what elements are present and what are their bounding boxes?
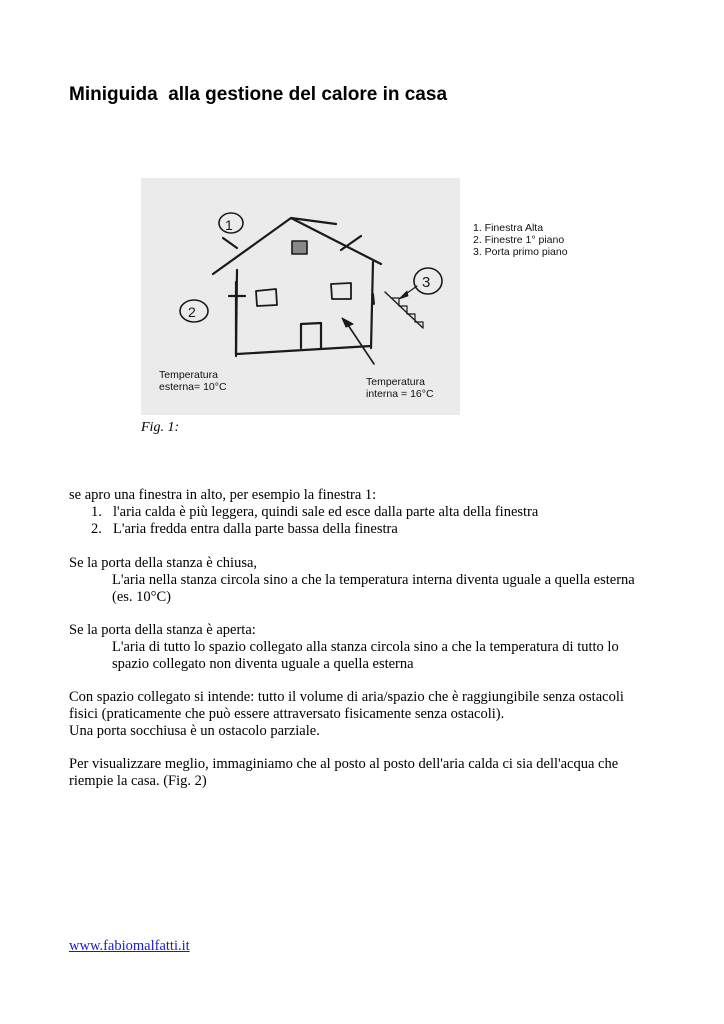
- outside-temp-label-line1: Temperatura: [159, 369, 218, 381]
- legend-item: 3. Porta primo piano: [473, 246, 568, 258]
- paragraph-visualize: [69, 756, 629, 790]
- list-number: 2.: [91, 521, 102, 537]
- list-text: L'aria fredda entra dalla parte bassa della finestra: [113, 521, 398, 537]
- paragraph-intro: se apro una finestra in alto, per esempio la finestra 1:: [69, 487, 377, 503]
- house-sketch-drawing: [141, 178, 460, 415]
- paragraph-connected-space: [69, 689, 634, 740]
- paragraph-text: Con spazio collegato si intende: tutto il volume di aria/spazio che è raggiungibile senza ostacoli fisici (praticamente che può essere attraversato fisicamente senza ostacoli).: [69, 689, 624, 722]
- legend-item: 2. Finestre 1° piano: [473, 234, 565, 246]
- inside-temp-label-line2: interna = 16°C: [366, 388, 434, 400]
- legend-item: 1. Finestra Alta: [473, 222, 544, 234]
- sketch-number-1: 1: [225, 217, 233, 233]
- paragraph-detail: L'aria di tutto lo spazio collegato alla stanza circola sino a che la temperatura di tutto lo spazio collegato non diventa uguale a quella esterna: [112, 639, 619, 672]
- paragraph-detail: L'aria nella stanza circola sino a che la temperatura interna diventa uguale a quella esterna (es. 10°C): [112, 572, 635, 605]
- outside-temp-label-line2: esterna= 10°C: [159, 381, 227, 393]
- list-number: 1.: [91, 504, 102, 520]
- list-text: l'aria calda è più leggera, quindi sale ed esce dalla parte alta della finestra: [113, 504, 539, 520]
- paragraph-door-open: [69, 622, 639, 673]
- inside-temp-label-line1: Temperatura: [366, 376, 425, 388]
- figure-legend: [473, 222, 568, 258]
- paragraph-text: Una porta socchiusa è un ostacolo parziale.: [69, 723, 320, 739]
- list-item: [69, 521, 659, 538]
- figure-caption: Fig. 1:: [141, 420, 180, 435]
- sketch-number-3: 3: [422, 274, 431, 291]
- house-sketch-figure: [141, 178, 460, 415]
- paragraph-window: [69, 487, 659, 538]
- list-item: [69, 504, 659, 521]
- document-title: Miniguida alla gestione del calore in casa: [69, 84, 448, 105]
- paragraph-intro: Se la porta della stanza è chiusa,: [69, 555, 258, 571]
- paragraph-text: Per visualizzare meglio, immaginiamo che al posto al posto dell'aria calda ci sia dell'acqua che riempie la casa. (Fig. 2): [69, 756, 619, 789]
- website-link[interactable]: www.fabiomalfatti.it: [69, 938, 190, 954]
- sketch-number-2: 2: [188, 304, 196, 320]
- paragraph-intro: Se la porta della stanza è aperta:: [69, 622, 256, 638]
- paragraph-door-closed: [69, 555, 644, 606]
